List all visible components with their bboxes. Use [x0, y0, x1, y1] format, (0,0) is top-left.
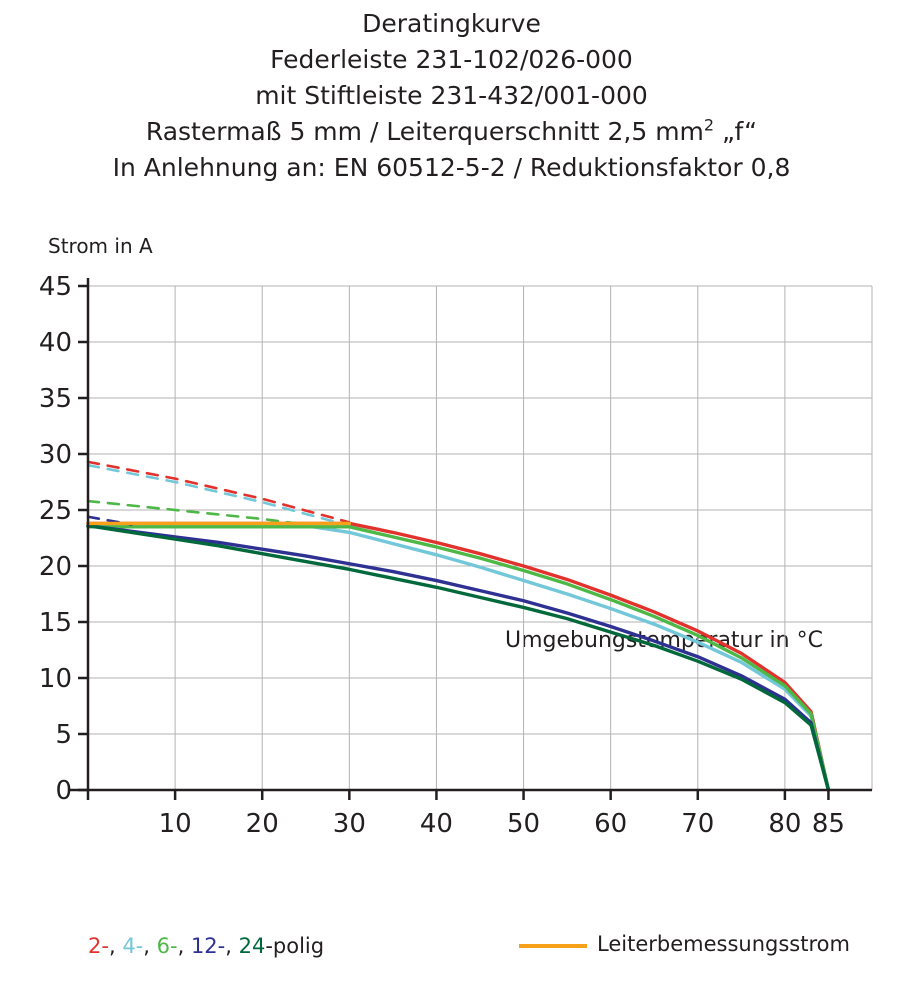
y-tick-label: 10 — [38, 664, 72, 694]
x-tick-label: 40 — [419, 809, 453, 839]
chart-title-block — [0, 0, 903, 186]
x-tick-label: 70 — [681, 809, 715, 839]
title-line-4-sup: 2 — [703, 115, 715, 135]
legend-pole-part-1: , — [108, 934, 123, 958]
y-tick-label: 15 — [38, 608, 72, 638]
legend-current-label: Leiterbemessungsstrom — [597, 932, 850, 956]
title-line-1: Deratingkurve — [362, 9, 541, 38]
legend-pole-part-5: , — [177, 934, 191, 958]
y-tick-label: 20 — [38, 552, 72, 582]
legend-current-swatch — [519, 944, 587, 948]
x-tick-label: 85 — [811, 809, 845, 839]
legend-pole-part-9: -polig — [265, 934, 325, 958]
x-axis-title: Umgebungstemperatur in °C — [505, 628, 823, 653]
series-4-polig-extrapoliert — [88, 465, 349, 525]
series-4-polig — [88, 526, 828, 790]
series-2-polig — [88, 523, 828, 790]
legend-poles — [88, 934, 324, 958]
x-tick-label: 30 — [332, 809, 366, 839]
y-tick-label: 0 — [55, 776, 72, 806]
legend-pole-part-4: 6- — [156, 934, 178, 958]
grid-layer — [88, 286, 872, 790]
legend-pole-part-7: , — [225, 934, 239, 958]
y-tick-label: 5 — [55, 720, 72, 750]
title-line-4-pre: Rastermaß 5 mm / Leiterquerschnitt 2,5 mm — [145, 117, 704, 146]
title-line-4-post: „f“ — [714, 117, 758, 146]
x-tick-label: 50 — [507, 809, 541, 839]
legend-pole-part-6: 12- — [190, 934, 226, 958]
y-axis-title: Strom in A — [48, 234, 153, 258]
x-tick-label: 20 — [245, 809, 279, 839]
legend-pole-part-8: 24 — [238, 934, 266, 958]
chart-area — [0, 228, 903, 868]
deratingkurve-plot — [0, 228, 903, 868]
title-line-5: In Anlehnung an: EN 60512-5-2 / Reduktionsfaktor 0,8 — [112, 153, 791, 182]
legend-pole-part-2: 4- — [122, 934, 144, 958]
legend-pole-part-0: 2- — [88, 934, 109, 958]
legend-pole-part-3: , — [143, 934, 157, 958]
y-tick-label: 30 — [38, 440, 72, 470]
chart-legend — [0, 920, 903, 980]
x-tick-label: 60 — [594, 809, 628, 839]
series-12-polig — [88, 526, 828, 790]
x-tick-label: 10 — [158, 809, 192, 839]
title-line-3: mit Stiftleiste 231-432/001-000 — [255, 81, 648, 110]
y-tick-label: 45 — [38, 272, 72, 302]
title-line-2: Federleiste 231-102/026-000 — [270, 45, 633, 74]
y-tick-label: 35 — [38, 384, 72, 414]
title-line-4 — [0, 114, 903, 150]
y-tick-label: 25 — [38, 496, 72, 526]
x-tick-label: 80 — [768, 809, 802, 839]
series-24-polig — [88, 526, 828, 790]
y-tick-label: 40 — [38, 328, 72, 358]
series-layer — [88, 462, 828, 790]
